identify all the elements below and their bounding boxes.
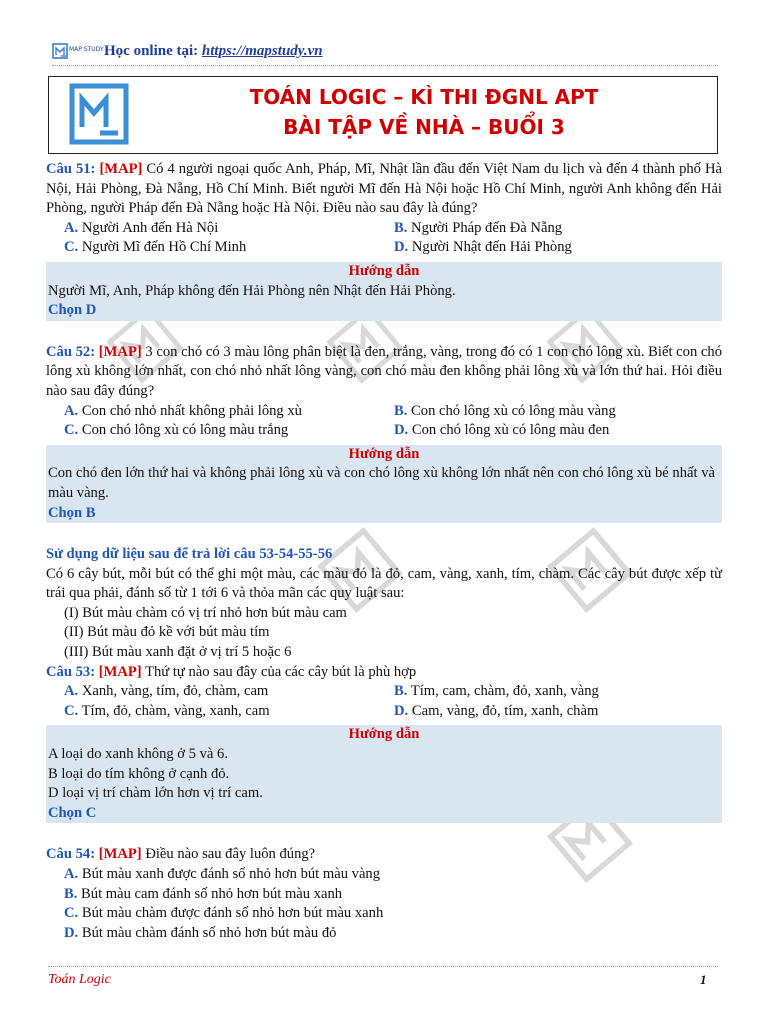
options-54 bbox=[46, 865, 722, 943]
option-c[interactable]: C. Người Mĩ đến Hồ Chí Minh bbox=[64, 239, 247, 256]
option-a[interactable]: A. Xanh, vàng, tím, đỏ, chàm, cam bbox=[64, 683, 269, 700]
top-bar bbox=[52, 40, 718, 64]
question-54: Câu 54: [MAP] Điều nào sau đây luôn đúng? bbox=[46, 846, 316, 863]
solution-title: Hướng dẫn bbox=[348, 726, 420, 743]
solution-text: D loại vị trí chàm lớn hơn vị trí cam. bbox=[48, 785, 263, 802]
option-b[interactable]: B. Bút màu cam đánh số nhỏ hơn bút màu xanh bbox=[64, 885, 343, 902]
page-number: 1 bbox=[700, 972, 707, 987]
option-a[interactable]: A. Người Anh đến Hà Nội bbox=[64, 219, 219, 236]
options-51 bbox=[46, 219, 722, 258]
option-c[interactable]: C. Tím, đỏ, chàm, vàng, xanh, cam bbox=[64, 702, 270, 719]
shared-data-text: Có 6 cây bút, mỗi bút có thể ghi một màu, các màu đó là đỏ, cam, vàng, xanh, tím, chàm. Các cây bút được xếp từ trái qua phải, đánh số từ 1 tới 6 và thỏa mãn các quy luật sau: bbox=[46, 565, 722, 602]
question-51: Câu 51: [MAP] Có 4 người ngoại quốc Anh, Pháp, Mĩ, Nhật lần đầu đến Việt Nam du lịch và đến 4 thành phố Hà Nội, Hải Phòng, Đà Nẵng, Hồ Chí Minh. Biết người Mĩ đến Hà Nội hoặc Hồ Chí Minh, người Anh không đến Hải Phòng, người Pháp đến Đà Nẵng hoặc Hà Nội. Điều nào sau đây là đúng? bbox=[46, 161, 723, 217]
option-a[interactable]: A. Bút màu xanh được đánh số nhỏ hơn bút màu vàng bbox=[64, 866, 381, 882]
option-b[interactable]: B. Con chó lông xù có lông màu vàng bbox=[394, 402, 616, 419]
options-52 bbox=[46, 402, 722, 441]
answer: Chọn C bbox=[48, 804, 97, 821]
question-53: Câu 53: [MAP] Thứ tự nào sau đây của các cây bút là phù hợp bbox=[46, 663, 417, 680]
document-subtitle: BÀI TẬP VỀ NHÀ – BUỔI 3 bbox=[283, 115, 565, 139]
document-title: TOÁN LOGIC – KÌ THI ĐGNL APT bbox=[249, 85, 599, 109]
rule-1: (I) Bút màu chàm có vị trí nhỏ hơn bút màu cam bbox=[64, 604, 347, 621]
option-d[interactable]: D. Con chó lông xù có lông màu đen bbox=[394, 422, 610, 439]
option-c[interactable]: C. Bút màu chàm được đánh số nhỏ hơn bút màu xanh bbox=[64, 905, 384, 922]
rule-3: (III) Bút màu xanh đặt ở vị trí 5 hoặc 6 bbox=[64, 644, 292, 661]
options-53 bbox=[46, 682, 722, 721]
option-d[interactable]: D. Bút màu chàm đánh số nhỏ hơn bút màu đỏ bbox=[64, 924, 337, 941]
option-c[interactable]: C. Con chó lông xù có lông màu trắng bbox=[64, 422, 289, 439]
solution-text: A loại do xanh không ở 5 và 6. bbox=[48, 746, 228, 763]
option-d[interactable]: D. Cam, vàng, đỏ, tím, xanh, chàm bbox=[394, 702, 599, 719]
option-b[interactable]: B. Tím, cam, chàm, đỏ, xanh, vàng bbox=[394, 683, 599, 700]
rule-2: (II) Bút màu đỏ kề với bút màu tím bbox=[64, 624, 270, 641]
svg-text:MAP STUDY: MAP STUDY bbox=[69, 46, 104, 53]
solution-text: B loại do tím không ở cạnh đỏ. bbox=[48, 765, 230, 782]
shared-data-heading: Sử dụng dữ liệu sau để trả lời câu 53-54-55-56 bbox=[46, 546, 333, 563]
header-divider bbox=[52, 65, 718, 66]
solution-title: Hướng dẫn bbox=[348, 445, 420, 462]
footer-subject: Toán Logic bbox=[48, 972, 111, 987]
mapstudy-logo bbox=[69, 83, 129, 145]
solution-text: Con chó đen lớn thứ hai và không phải lông xù và con chó lông xù không lớn nhất nên con chó lông xù bé nhất và màu vàng. bbox=[48, 465, 715, 501]
solution-text: Người Mĩ, Anh, Pháp không đến Hải Phòng nên Nhật đến Hải Phòng. bbox=[48, 282, 456, 299]
option-b[interactable]: B. Người Pháp đến Đà Nẵng bbox=[394, 219, 563, 236]
online-label: Học online tại: https://mapstudy.vn bbox=[104, 43, 323, 59]
solution-title: Hướng dẫn bbox=[348, 262, 420, 279]
document-body bbox=[46, 160, 722, 943]
mapstudy-small-logo bbox=[52, 42, 104, 62]
question-52: Câu 52: [MAP] 3 con chó có 3 màu lông phân biệt là đen, trắng, vàng, trong đó có 1 con chó lông xù. Biết con chó lông xù không lớn nhất, con chó nhỏ nhất lông vàng, con chó màu đen không phải lông xù và lớn thứ hai. Hỏi điều nào sau đây đúng? bbox=[46, 343, 722, 399]
footer-divider bbox=[48, 966, 718, 967]
solution-53 bbox=[46, 725, 722, 823]
option-a[interactable]: A. Con chó nhỏ nhất không phải lông xù bbox=[64, 402, 302, 419]
mapstudy-link[interactable]: https://mapstudy.vn bbox=[201, 43, 323, 59]
answer: Chọn B bbox=[48, 504, 96, 521]
solution-52 bbox=[46, 445, 722, 523]
title-box bbox=[48, 76, 718, 154]
option-d[interactable]: D. Người Nhật đến Hải Phòng bbox=[394, 239, 572, 256]
answer: Chọn D bbox=[48, 302, 97, 319]
solution-51 bbox=[46, 262, 722, 321]
